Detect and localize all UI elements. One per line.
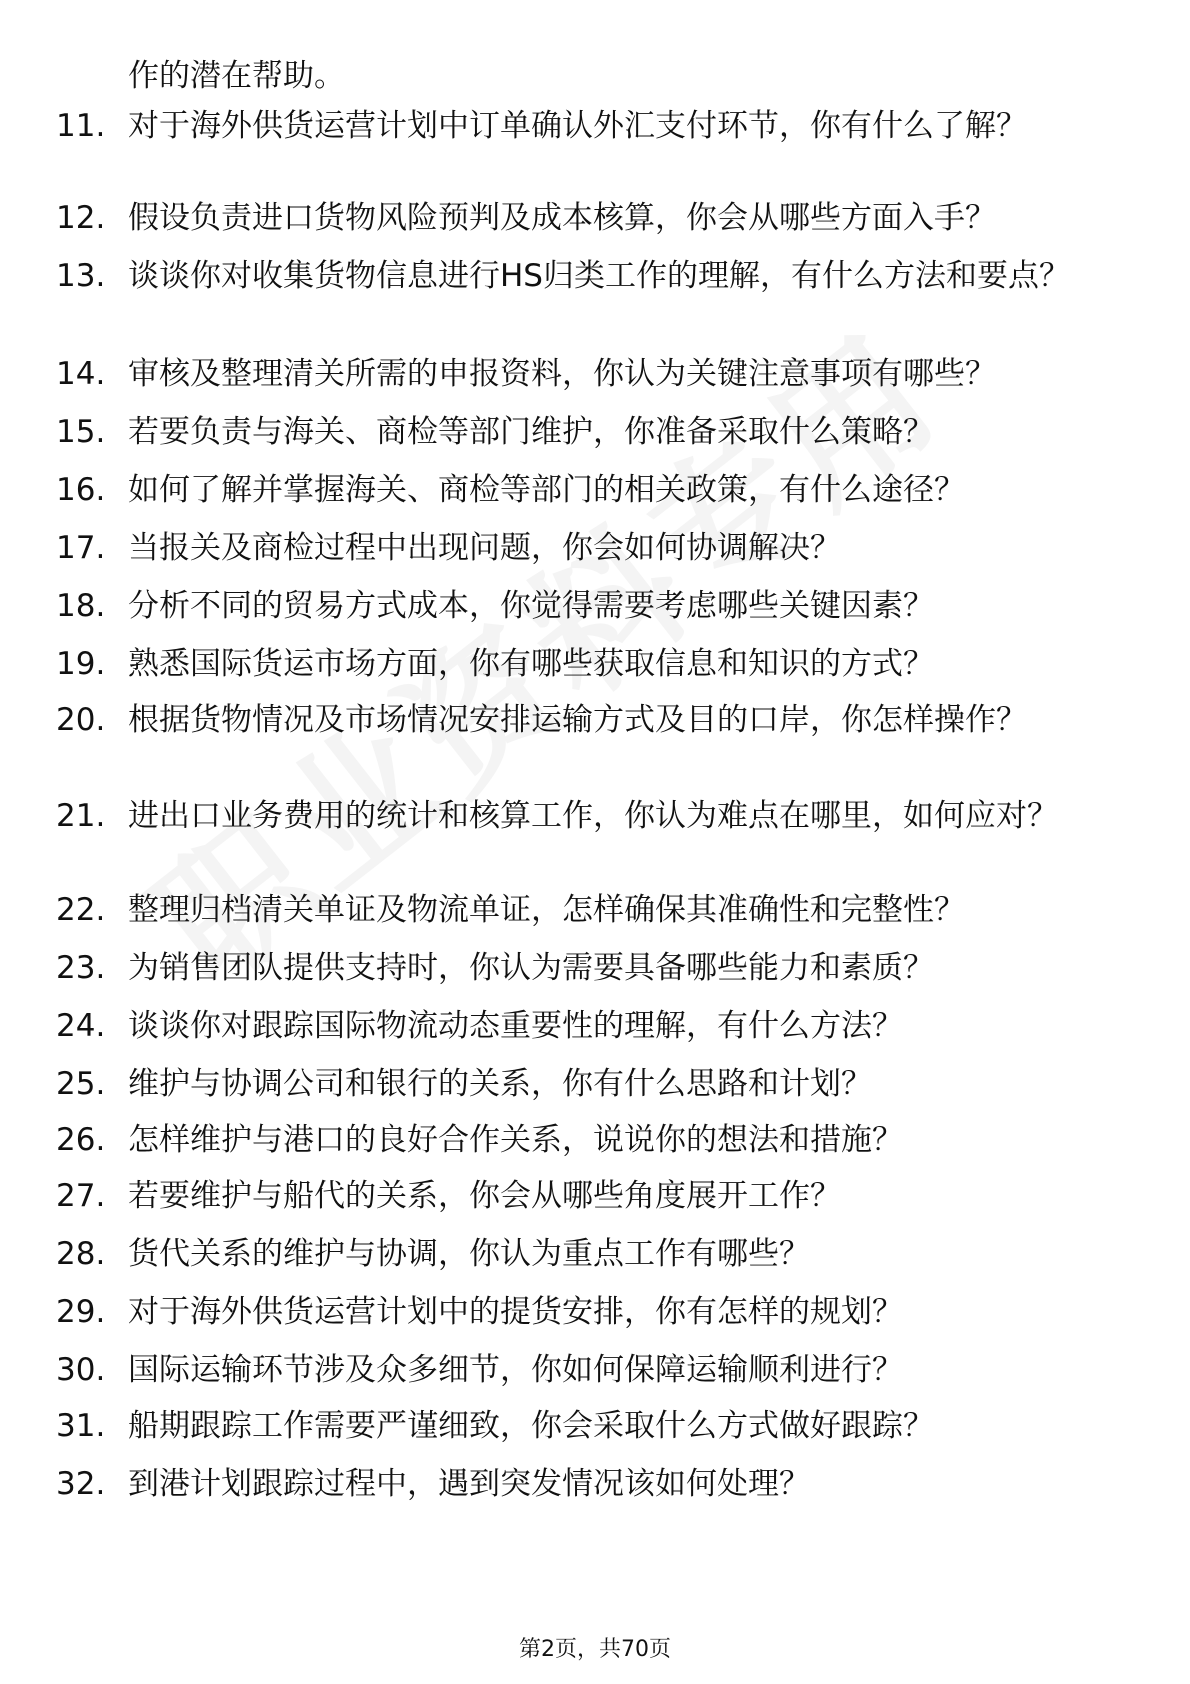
item-text: 熟悉国际货运市场方面，你有哪些获取信息和知识的方式？: [128, 646, 934, 682]
list-item: [0, 1120, 1190, 1160]
item-number: 31.: [56, 1408, 106, 1444]
list-item: [0, 948, 1190, 988]
item-number: 12.: [56, 200, 106, 236]
item-text: 假设负责进口货物风险预判及成本核算，你会从哪些方面入手？: [128, 200, 996, 236]
item-number: 32.: [56, 1466, 106, 1502]
list-item: [0, 1406, 1190, 1446]
item-number: 24.: [56, 1008, 106, 1044]
item-number: 14.: [56, 356, 106, 392]
list-item: [0, 1292, 1190, 1332]
item-text: 货代关系的维护与协调，你认为重点工作有哪些？: [128, 1236, 810, 1272]
item-text: 到港计划跟踪过程中，遇到突发情况该如何处理？: [128, 1466, 810, 1502]
item-number: 18.: [56, 588, 106, 624]
list-item: [0, 700, 1190, 740]
item-text: 分析不同的贸易方式成本，你觉得需要考虑哪些关键因素？: [128, 588, 934, 624]
list-item: [0, 1064, 1190, 1104]
item-text: 谈谈你对收集货物信息进行HS归类工作的理解，有什么方法和要点？: [128, 258, 1070, 294]
item-text: 根据货物情况及市场情况安排运输方式及目的口岸，你怎样操作？: [128, 702, 1027, 738]
list-item: [0, 644, 1190, 684]
list-item: [0, 1176, 1190, 1216]
item-number: 13.: [56, 258, 106, 294]
list-item: [0, 470, 1190, 510]
page-number: 第2页，共70页: [519, 1637, 671, 1662]
item-number: 30.: [56, 1352, 106, 1388]
list-item: [0, 1464, 1190, 1504]
list-item: [0, 586, 1190, 626]
list-item: [0, 106, 1190, 146]
item-text: 对于海外供货运营计划中的提货安排，你有怎样的规划？: [128, 1294, 903, 1330]
item-number: 22.: [56, 892, 106, 928]
list-item: [0, 354, 1190, 394]
list-item: [0, 256, 1190, 296]
item-text: 谈谈你对跟踪国际物流动态重要性的理解，有什么方法？: [128, 1008, 903, 1044]
item-text: 船期跟踪工作需要严谨细致，你会采取什么方式做好跟踪？: [128, 1408, 934, 1444]
item-number: 28.: [56, 1236, 106, 1272]
item-number: 27.: [56, 1178, 106, 1214]
item-number: 29.: [56, 1294, 106, 1330]
item-text: 若要维护与船代的关系，你会从哪些角度展开工作？: [128, 1178, 841, 1214]
list-item: [0, 412, 1190, 452]
item-number: 19.: [56, 646, 106, 682]
item-text: 国际运输环节涉及众多细节，你如何保障运输顺利进行？: [128, 1352, 903, 1388]
item-number: 17.: [56, 530, 106, 566]
list-item: [0, 1006, 1190, 1046]
item-text: 当报关及商检过程中出现问题，你会如何协调解决？: [128, 530, 841, 566]
list-item: [0, 796, 1190, 836]
list-item: [0, 528, 1190, 568]
item-number: 23.: [56, 950, 106, 986]
item-number: 16.: [56, 472, 106, 508]
item-text: 进出口业务费用的统计和核算工作，你认为难点在哪里，如何应对？: [128, 798, 1058, 834]
list-item: [0, 1234, 1190, 1274]
item-text: 怎样维护与港口的良好合作关系，说说你的想法和措施？: [128, 1122, 903, 1158]
item-text: 为销售团队提供支持时，你认为需要具备哪些能力和素质？: [128, 950, 934, 986]
item-number: 11.: [56, 108, 106, 144]
list-item: [0, 890, 1190, 930]
list-item: [0, 198, 1190, 238]
item-text: 如何了解并掌握海关、商检等部门的相关政策，有什么途径？: [128, 472, 965, 508]
item-text: 对于海外供货运营计划中订单确认外汇支付环节，你有什么了解？: [128, 108, 1027, 144]
item-number: 21.: [56, 798, 106, 834]
item-number: 25.: [56, 1066, 106, 1102]
continued-text: 作的潜在帮助。: [128, 58, 345, 94]
item-text: 若要负责与海关、商检等部门维护，你准备采取什么策略？: [128, 414, 934, 450]
item-text: 审核及整理清关所需的申报资料，你认为关键注意事项有哪些？: [128, 356, 996, 392]
list-item: [0, 1350, 1190, 1390]
item-number: 20.: [56, 702, 106, 738]
item-text: 整理归档清关单证及物流单证，怎样确保其准确性和完整性？: [128, 892, 965, 928]
item-number: 15.: [56, 414, 106, 450]
item-number: 26.: [56, 1122, 106, 1158]
item-text: 维护与协调公司和银行的关系，你有什么思路和计划？: [128, 1066, 872, 1102]
